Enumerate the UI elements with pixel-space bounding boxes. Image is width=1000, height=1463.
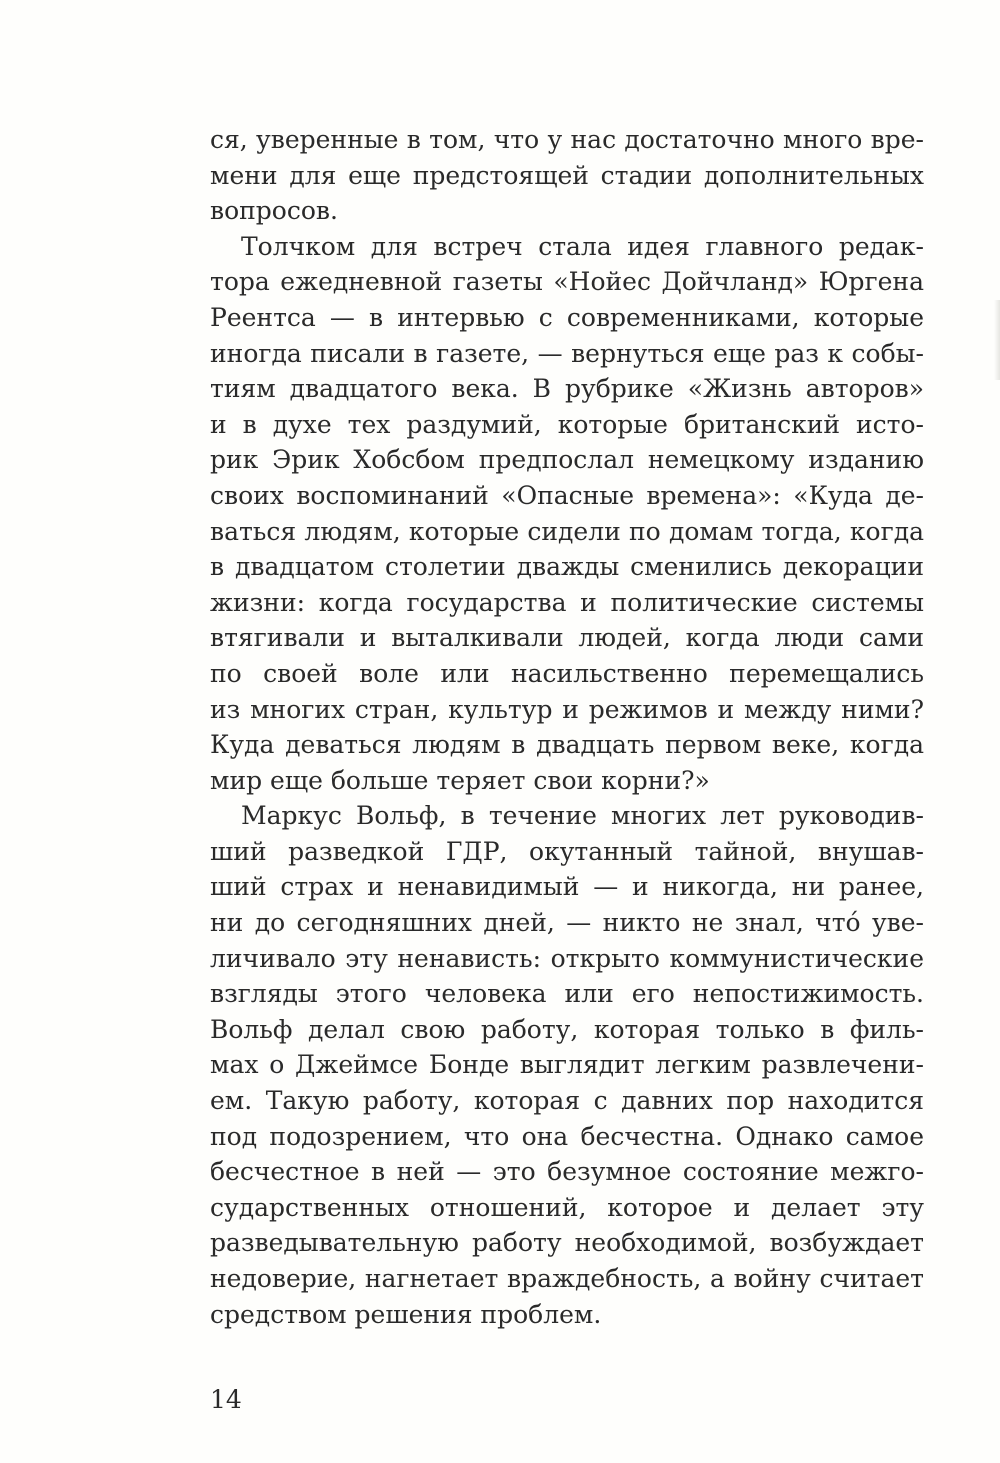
text-line: под подозрением, что она бесчестна. Однако самое	[210, 1121, 924, 1151]
text-line: Маркус Вольф, в течение многих лет руководив-	[241, 801, 924, 831]
text-line: рик Эрик Хобсбом предпослал немецкому изданию	[210, 445, 924, 475]
text-line: разведывательную работу необходимой, возбуждает	[210, 1228, 924, 1258]
text-line: недоверие, нагнетает враждебность, а войну считает	[210, 1264, 924, 1293]
page-edge-shadow	[994, 300, 1000, 380]
text-line: Толчком для встреч стала идея главного редак-	[241, 231, 924, 261]
text-line: тора ежедневной газеты «Нойес Дойчланд» Юргена	[210, 267, 924, 297]
text-line: взгляды этого человека или его непостижимость.	[210, 979, 924, 1009]
text-line: мени для еще предстоящей стадии дополнительных	[210, 160, 924, 190]
text-line: мах о Джеймсе Бонде выглядит легким развлечени-	[210, 1050, 924, 1080]
text-line: жизни: когда государства и политические системы	[210, 587, 924, 617]
text-line: вопросов.	[210, 196, 338, 226]
body-text	[210, 122, 924, 1332]
text-line: ший страх и ненавидимый — и никогда, ни ранее,	[210, 872, 924, 902]
text-line: тиям двадцатого века. В рубрике «Жизнь авторов»	[210, 374, 924, 404]
text-line: в двадцатом столетии дважды сменились декорации	[210, 552, 924, 582]
text-line: ваться людям, которые сидели по домам тогда, когда	[210, 516, 924, 546]
text-line: личивало эту ненависть: открыто коммунистические	[210, 943, 924, 973]
text-line: сударственных отношений, которое и делает эту	[210, 1192, 924, 1222]
text-line: мир еще больше теряет свои корни?»	[210, 765, 710, 795]
text-line: из многих стран, культур и режимов и между ними?	[210, 694, 924, 724]
text-line: по своей воле или насильственно перемещались	[210, 658, 924, 688]
text-line: Вольф делал свою работу, которая только в филь-	[210, 1014, 924, 1044]
page-number: 14	[210, 1385, 242, 1414]
text-line: и в духе тех раздумий, которые британский исто-	[210, 409, 924, 439]
text-line: бесчестное в ней — это безумное состояние межго-	[210, 1157, 924, 1187]
text-line: своих воспоминаний «Опасные времена»: «Куда де-	[210, 480, 924, 510]
text-line: Реентса — в интервью с современниками, которые	[210, 302, 924, 332]
text-line: ни до сегодняшних дней, — никто не знал, чтó уве-	[210, 908, 924, 938]
text-line: иногда писали в газете, — вернуться еще раз к собы-	[210, 338, 924, 368]
text-line: ся, уверенные в том, что у нас достаточно много вре-	[210, 125, 924, 154]
text-line: средством решения проблем.	[210, 1299, 602, 1329]
text-line: ший разведкой ГДР, окутанный тайной, внушав-	[210, 836, 924, 866]
text-line: Куда деваться людям в двадцать первом веке, когда	[210, 730, 924, 760]
text-line: ем. Такую работу, которая с давних пор находится	[210, 1086, 924, 1116]
text-line: втягивали и выталкивали людей, когда люди сами	[210, 623, 924, 653]
